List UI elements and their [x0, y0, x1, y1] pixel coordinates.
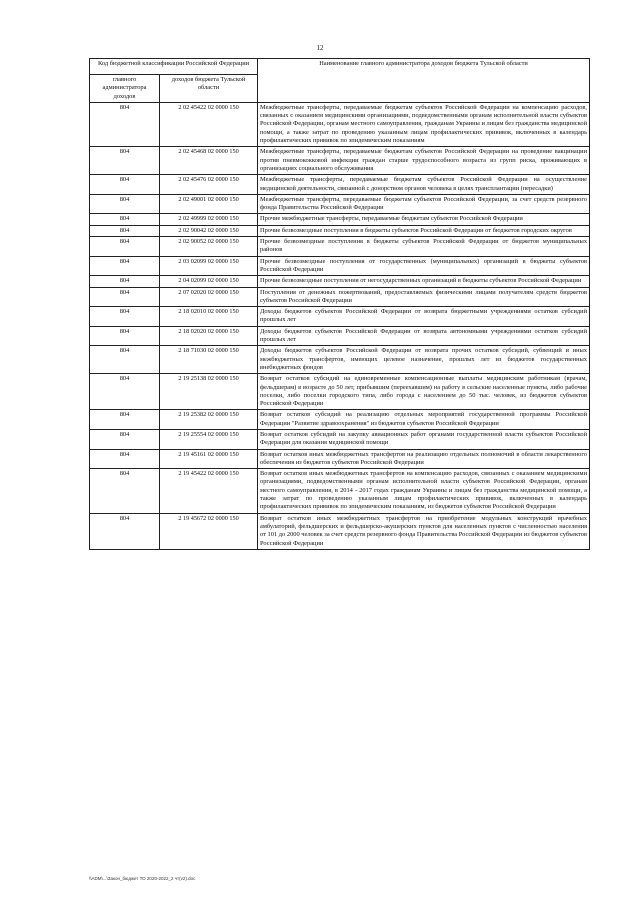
revenue-code-cell: 2 18 71030 02 0000 150 — [160, 346, 258, 374]
revenue-name-cell: Возврат остатков иных межбюджетных трансфертов на приобретение модульных конструкций врачебных амбулаторий, фельдшерских и фельдшерско-акушерских пунктов для населенных пунктов с численностью населения от 101 до 2000 человек за счет средств резервного фонда Правительства Российской Федерации из бюджетов субъектов Российской Федерации — [258, 513, 590, 549]
table-row — [90, 256, 590, 276]
revenue-classification-table — [89, 58, 590, 550]
revenue-name-cell: Прочие межбюджетные трансферты, передаваемые бюджетам субъектов Российской Федерации — [258, 214, 590, 225]
administrator-code-cell: 804 — [90, 237, 160, 257]
revenue-code-cell: 2 19 25138 02 0000 150 — [160, 374, 258, 410]
administrator-code-cell: 804 — [90, 147, 160, 175]
table-row — [90, 147, 590, 175]
table-row — [90, 513, 590, 549]
revenue-code-cell: 2 02 90042 02 0000 150 — [160, 225, 258, 236]
administrator-code-cell: 804 — [90, 429, 160, 449]
revenue-name-cell: Возврат остатков иных межбюджетных трансфертов на реализацию отдельных полномочий в области лекарственного обеспечения из бюджетов субъектов Российской Федерации — [258, 449, 590, 469]
administrator-code-cell: 804 — [90, 287, 160, 307]
header-chief-administrator: главного администратора доходов — [90, 75, 160, 103]
revenue-code-cell: 2 18 02020 02 0000 150 — [160, 326, 258, 346]
table-row — [90, 276, 590, 287]
table-row — [90, 237, 590, 257]
header-budget-code-group: Код бюджетной классификации Российской Федерации — [90, 59, 258, 75]
header-row-group — [90, 59, 590, 75]
administrator-code-cell: 804 — [90, 175, 160, 195]
table-row — [90, 194, 590, 214]
administrator-code-cell: 804 — [90, 469, 160, 513]
revenue-name-cell: Возврат остатков субсидий на единовременные компенсационные выплаты медицинским работникам (врачам, фельдшерам) в возрасте до 50 лет, прибывшим (переехавшим) на работу в сельские населенные пункты, либо рабочие поселки, либо поселки городского типа, либо города с населением до 50 тыс. человек, из бюджетов субъектов Российской Федерации — [258, 374, 590, 410]
header-administrator-name: Наименование главного администратора доходов бюджета Тульской области — [258, 59, 590, 103]
revenue-name-cell: Межбюджетные трансферты, передаваемые бюджетам субъектов Российской Федерации на компенсацию расходов, связанных с оказанием медицинскими организациями, подведомственными органам исполнительной власти субъектов Российской Федерации, органам местного самоуправления, гражданам Украины и лицам без гражданства медицинской помощи, а также затрат по проведению указанным лицам профилактических прививок, включенных в календарь профилактических прививок по эпидемическим показаниям — [258, 102, 590, 146]
revenue-code-cell: 2 19 45161 02 0000 150 — [160, 449, 258, 469]
administrator-code-cell: 804 — [90, 225, 160, 236]
administrator-code-cell: 804 — [90, 214, 160, 225]
revenue-name-cell: Межбюджетные трансферты, передаваемые бюджетам субъектов Российской Федерации на осуществление медицинской деятельности, связанной с донорством органов человека в целях трансплантации (пересадки) — [258, 175, 590, 195]
table-row — [90, 175, 590, 195]
revenue-code-cell: 2 02 49999 02 0000 150 — [160, 214, 258, 225]
revenue-code-cell: 2 02 45422 02 0000 150 — [160, 102, 258, 146]
table-row — [90, 346, 590, 374]
table-row — [90, 410, 590, 430]
revenue-code-cell: 2 18 02010 02 0000 150 — [160, 307, 258, 327]
revenue-code-cell: 2 19 25382 02 0000 150 — [160, 410, 258, 430]
administrator-code-cell: 804 — [90, 276, 160, 287]
table-row — [90, 449, 590, 469]
administrator-code-cell: 804 — [90, 374, 160, 410]
administrator-code-cell: 804 — [90, 513, 160, 549]
revenue-name-cell: Доходы бюджетов субъектов Российской Федерации от возврата прочих остатков субсидий, субвенций и иных межбюджетных трансфертов, имеющих целевое назначение, прошлых лет из бюджетов государственных внебюджетных фондов — [258, 346, 590, 374]
revenue-code-cell: 2 02 45476 02 0000 150 — [160, 175, 258, 195]
header-revenue-code: доходов бюджета Тульской области — [160, 75, 258, 103]
administrator-code-cell: 804 — [90, 102, 160, 146]
revenue-name-cell: Прочие безвозмездные поступления от негосударственных организаций в бюджеты субъектов Российской Федерации — [258, 276, 590, 287]
revenue-code-cell: 2 19 25554 02 0000 150 — [160, 429, 258, 449]
revenue-code-cell: 2 02 45468 02 0000 150 — [160, 147, 258, 175]
administrator-code-cell: 804 — [90, 410, 160, 430]
revenue-name-cell: Возврат остатков субсидий на закупку авиационных работ органами государственной власти субъектов Российской Федерации для оказания медицинской помощи — [258, 429, 590, 449]
revenue-name-cell: Прочие безвозмездные поступления от государственных (муниципальных) организаций в бюджеты субъектов Российской Федерации — [258, 256, 590, 276]
table-body — [90, 102, 590, 549]
revenue-name-cell: Межбюджетные трансферты, передаваемые бюджетам субъектов Российской Федерации, за счет средств резервного фонда Правительства Российской Федерации — [258, 194, 590, 214]
administrator-code-cell: 804 — [90, 449, 160, 469]
revenue-name-cell: Поступления от денежных пожертвований, предоставляемых физическими лицами получателям средств бюджетов субъектов Российской Федерации — [258, 287, 590, 307]
administrator-code-cell: 804 — [90, 326, 160, 346]
revenue-name-cell: Прочие безвозмездные поступления в бюджеты субъектов Российской Федерации от бюджетов городских округов — [258, 225, 590, 236]
table-row — [90, 287, 590, 307]
table-row — [90, 225, 590, 236]
administrator-code-cell: 804 — [90, 346, 160, 374]
administrator-code-cell: 804 — [90, 307, 160, 327]
page-number: 12 — [316, 44, 324, 52]
administrator-code-cell: 804 — [90, 256, 160, 276]
revenue-code-cell: 2 02 90052 02 0000 150 — [160, 237, 258, 257]
table-row — [90, 307, 590, 327]
revenue-code-cell: 2 04 02099 02 0000 150 — [160, 276, 258, 287]
table-row — [90, 102, 590, 146]
revenue-code-cell: 2 19 45672 02 0000 150 — [160, 513, 258, 549]
revenue-name-cell: Прочие безвозмездные поступления в бюджеты субъектов Российской Федерации от бюджетов муниципальных районов — [258, 237, 590, 257]
table-row — [90, 469, 590, 513]
revenue-name-cell: Межбюджетные трансферты, передаваемые бюджетам субъектов Российской Федерации на проведение вакцинации против пневмококковой инфекции граждан старше трудоспособного возраста из групп риска, проживающих в организациях социального обслуживания — [258, 147, 590, 175]
revenue-name-cell: Возврат остатков субсидий на реализацию отдельных мероприятий государственной программы Российской Федерации "Развитие здравоохранения" из бюджетов субъектов Российской Федерации — [258, 410, 590, 430]
revenue-code-cell: 2 07 02020 02 0000 150 — [160, 287, 258, 307]
table-row — [90, 374, 590, 410]
revenue-code-cell: 2 02 49001 02 0000 150 — [160, 194, 258, 214]
table-row — [90, 429, 590, 449]
revenue-name-cell: Доходы бюджетов субъектов Российской Федерации от возврата автономными учреждениями остатков субсидий прошлых лет — [258, 326, 590, 346]
revenue-name-cell: Возврат остатков иных межбюджетных трансфертов на компенсацию расходов, связанных с оказанием медицинскими организациями, подведомственными органам исполнительной власти субъектов Российской Федерации, органам местного самоуправления, в 2014 - 2017 годах гражданам Украины и лицам без гражданства медицинской помощи, а также затрат по проведению указанным лицам профилактических прививок, включенных в календарь профилактических прививок по эпидемическим показаниям, из бюджетов субъектов Российской Федерации — [258, 469, 590, 513]
table-row — [90, 214, 590, 225]
revenue-code-cell: 2 19 45422 02 0000 150 — [160, 469, 258, 513]
table-row — [90, 326, 590, 346]
revenue-code-cell: 2 03 02099 02 0000 150 — [160, 256, 258, 276]
document-path-footer: \\ADM\...\Закон_бюджет ТО 2020-2022_2 чт(v2).doc — [89, 876, 196, 881]
administrator-code-cell: 804 — [90, 194, 160, 214]
revenue-name-cell: Доходы бюджетов субъектов Российской Федерации от возврата бюджетными учреждениями остатков субсидий прошлых лет — [258, 307, 590, 327]
